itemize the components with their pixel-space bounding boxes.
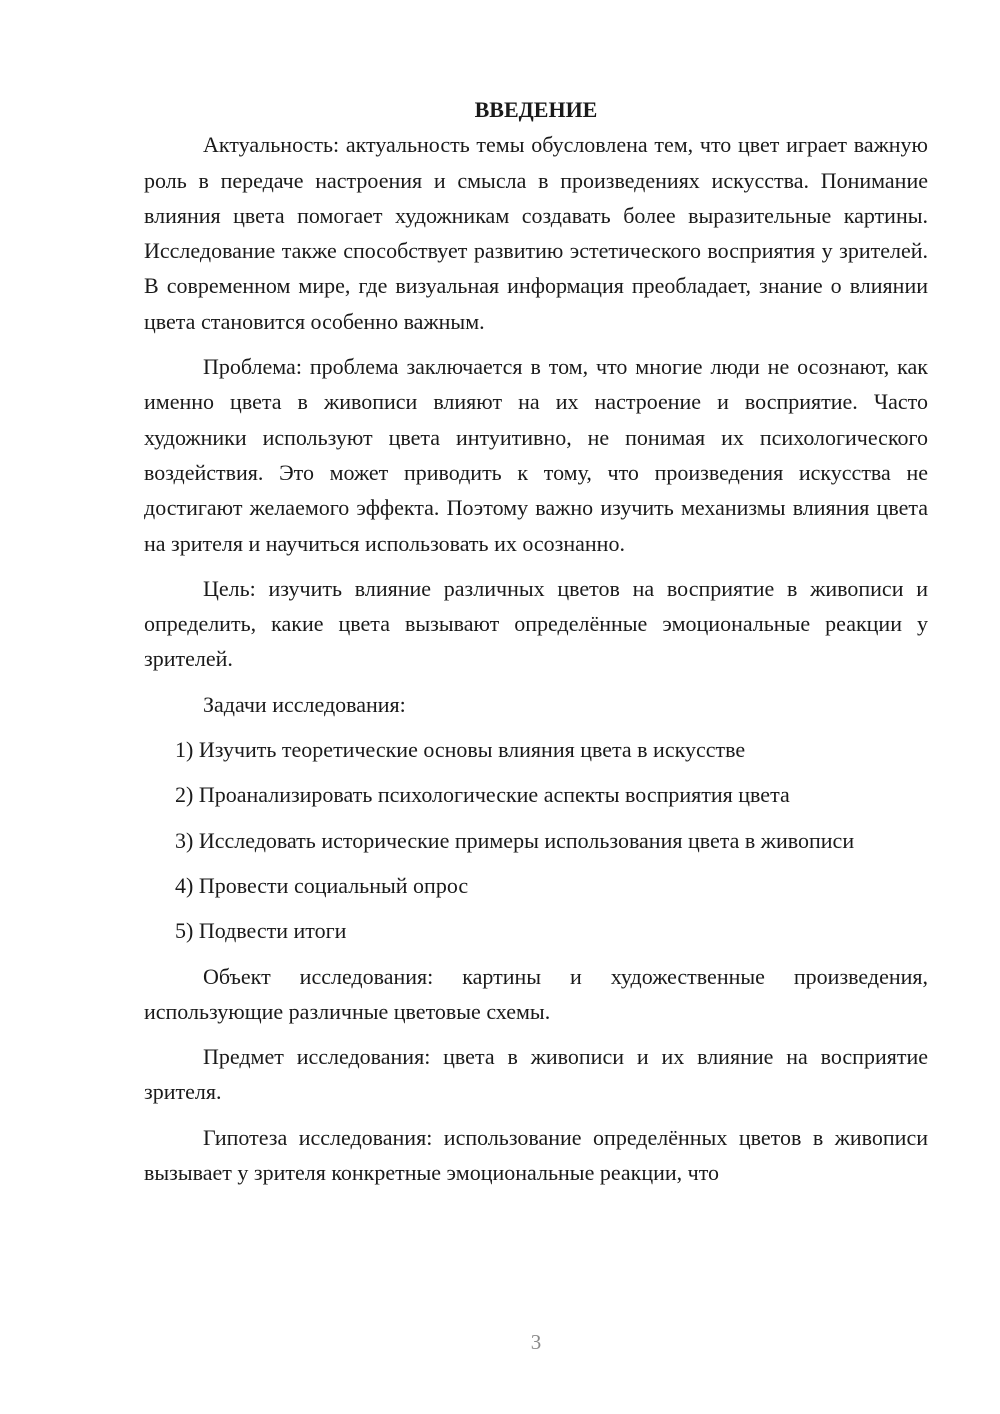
- paragraph-relevance: Актуальность: актуальность темы обусловлена тем, что цвет играет важную роль в передаче настроения и смысла в произведениях искусства. Понимание влияния цвета помогает художникам создавать более выразительные картины. Исследование также способствует развитию эстетического восприятия у зрителей. В современном мире, где визуальная информация преобладает, знание о влиянии цвета становится особенно важным.: [144, 132, 928, 334]
- paragraph-goal: Цель: изучить влияние различных цветов на восприятие в живописи и определить, какие цвета вызывают определённые эмоциональные реакции у зрителей.: [144, 575, 928, 672]
- task-item-4: 4) Провести социальный опрос: [175, 872, 469, 898]
- page-number: 3: [530, 1330, 542, 1354]
- paragraph-tasks-intro: Задачи исследования:: [203, 691, 406, 717]
- page-body: [144, 92, 928, 1200]
- paragraph-subject: Предмет исследования: цвета в живописи и их влияние на восприятие зрителя.: [144, 1044, 928, 1105]
- task-item-1: 1) Изучить теоретические основы влияния цвета в искусстве: [175, 737, 746, 763]
- paragraph-hypothesis: Гипотеза исследования: использование определённых цветов в живописи вызывает у зрителя конкретные эмоциональные реакции, что: [144, 1124, 928, 1186]
- paragraph-problem: Проблема: проблема заключается в том, что многие люди не осознают, как именно цвета в живописи влияют на их настроение и восприятие. Часто художники используют цвета интуитивно, не понимая их психологического воздействия. Это может приводить к тому, что произведения искусства не достигают желаемого эффекта. Поэтому важно изучить механизмы влияния цвета на зрителя и научиться использовать их осознанно.: [144, 354, 928, 556]
- task-item-2: 2) Проанализировать психологические аспекты восприятия цвета: [175, 782, 790, 808]
- task-item-5: 5) Подвести итоги: [175, 918, 347, 944]
- paragraph-object: Объект исследования: картины и художественные произведения, использующие различные цветовые схемы.: [144, 963, 928, 1024]
- task-item-3: 3) Исследовать исторические примеры использования цвета в живописи: [175, 827, 855, 853]
- page-title: ВВЕДЕНИЕ: [474, 97, 598, 122]
